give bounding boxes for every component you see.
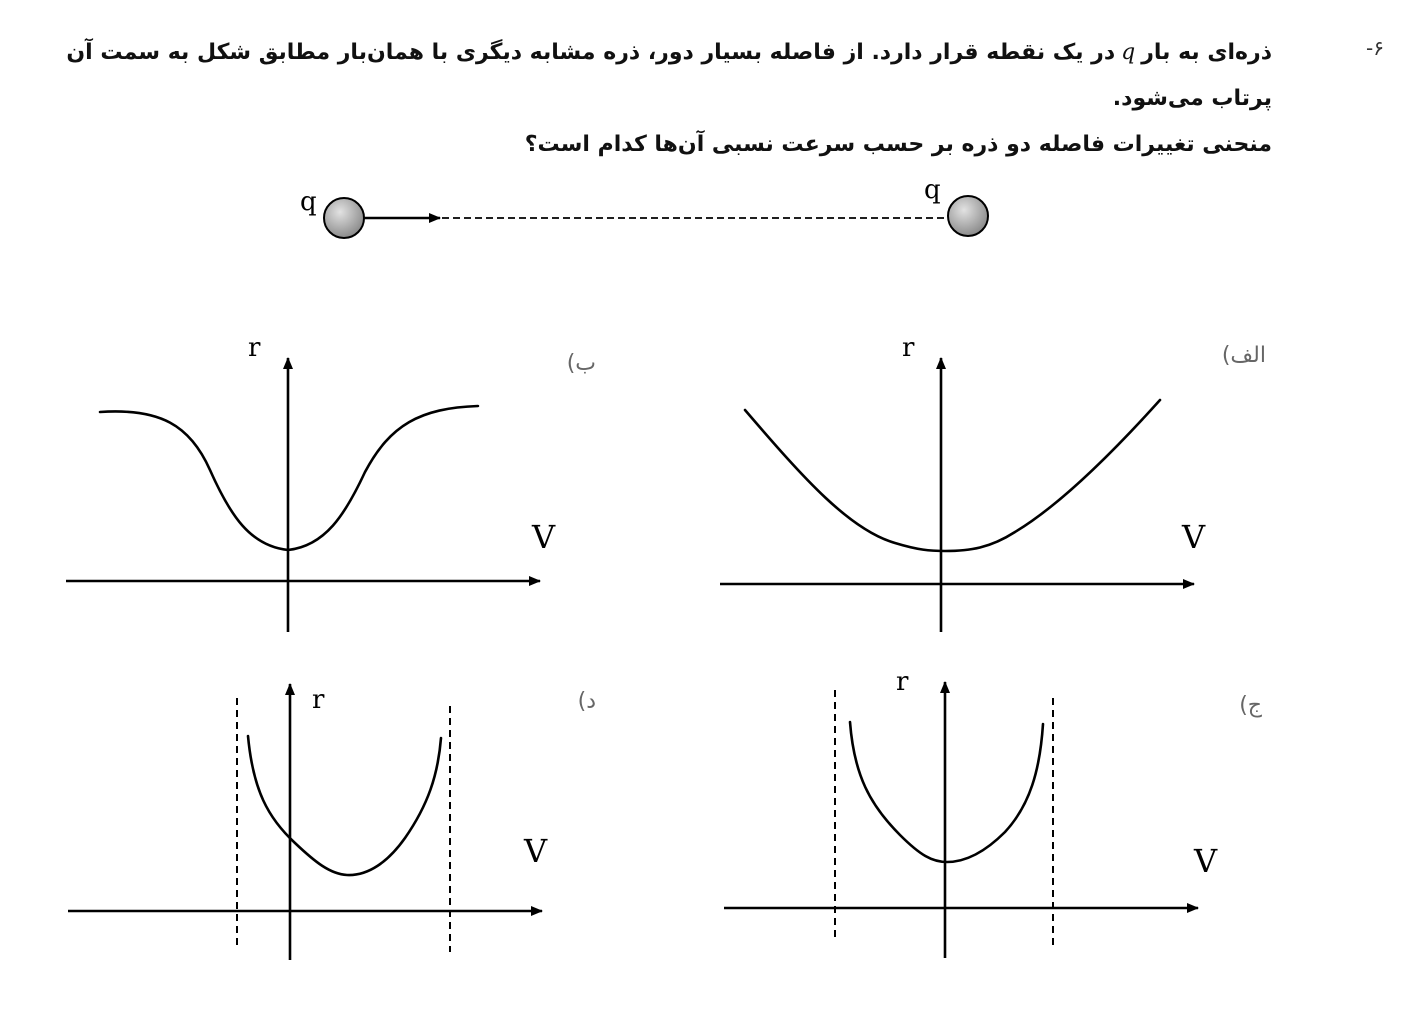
right-charge-sphere <box>948 196 988 236</box>
right-charge-label: q <box>924 175 941 205</box>
question-number: ۶- <box>1366 36 1384 60</box>
question-line-1-part-1: ذره‌ای به بار <box>1141 40 1272 65</box>
option-dal-v-label: V <box>524 832 548 870</box>
option-be-v-label: V <box>532 518 556 556</box>
option-alef-graph[interactable] <box>720 333 1266 632</box>
option-dal-graph[interactable] <box>68 684 596 960</box>
option-jim-label: ج) <box>1239 693 1262 718</box>
left-charge-sphere <box>324 198 364 238</box>
option-jim-graph[interactable] <box>724 667 1263 958</box>
option-alef-curve <box>745 400 1160 551</box>
option-alef-label: الف) <box>1221 343 1266 368</box>
option-jim-r-label: r <box>896 667 909 697</box>
option-alef-v-label: V <box>1182 518 1206 556</box>
option-be-r-label: r <box>248 333 261 363</box>
option-jim-v-label: V <box>1194 842 1218 880</box>
option-be-graph[interactable] <box>66 333 596 632</box>
option-dal-curve <box>248 736 441 875</box>
question-line-1-part-2: در یک نقطه قرار دارد. از فاصله بسیار دور، ذره مشابه دیگری با همان‌بار مطابق شکل به سمت آن پرتاب می‌شود. <box>66 40 1272 111</box>
option-dal-r-label: r <box>312 685 325 715</box>
option-be-label: ب) <box>566 351 596 376</box>
charge-symbol: q <box>1121 40 1136 65</box>
option-dal-label: د) <box>577 689 596 714</box>
left-charge-label: q <box>300 187 317 217</box>
option-alef-r-label: r <box>902 333 915 363</box>
option-jim-curve <box>850 722 1043 862</box>
question-line-2: منحنی تغییرات فاصله دو ذره بر حسب سرعت نسبی آن‌ها کدام است؟ <box>524 132 1272 157</box>
charges-diagram <box>300 175 988 238</box>
